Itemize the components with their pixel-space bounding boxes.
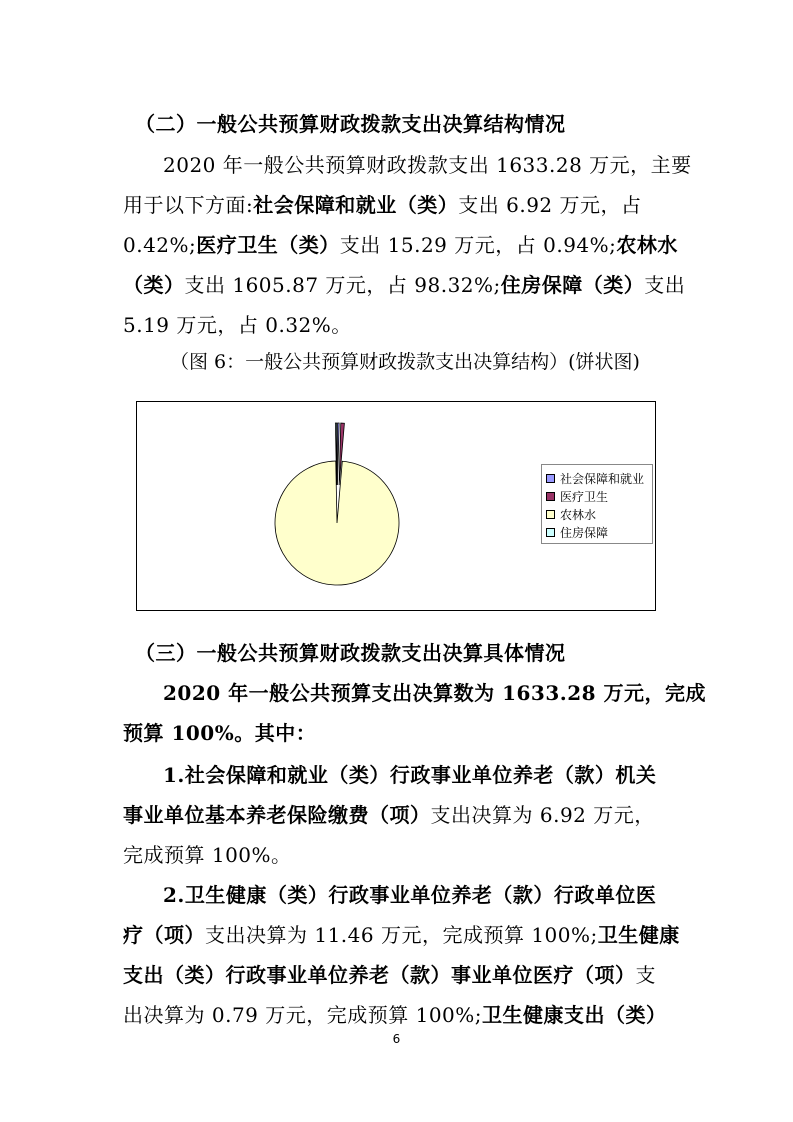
legend-label: 社会保障和就业	[560, 471, 645, 486]
text-run: 住房保障（类）	[500, 273, 645, 297]
text-run: （类）	[123, 273, 185, 297]
figure-caption: （图 6：一般公共预算财政拨款支出决算结构）(饼状图)	[170, 351, 640, 373]
text-run: 农林水	[616, 233, 678, 257]
text-run: 2.卫生健康（类）行政事业单位养老（款）行政单位医	[163, 883, 657, 907]
section-2-heading: （二）一般公共预算财政拨款支出决算结构情况	[135, 112, 566, 136]
pie-slice-0	[338, 423, 340, 485]
page-number: 6	[392, 1032, 401, 1046]
text-run: 支出（类）行政事业单位养老（款）事业单位医疗（项）	[123, 963, 636, 987]
legend-swatch	[546, 492, 555, 501]
text-run: 用于以下方面:	[123, 193, 254, 217]
text-run: 医疗卫生（类）	[196, 233, 340, 257]
text-run: 事业单位基本养老保险缴费（项）	[123, 803, 431, 827]
section-2-line	[163, 149, 723, 178]
text-run: 支出 6.92 万元，占	[458, 193, 642, 217]
legend-swatch	[546, 528, 555, 537]
section-3-line: 预算 100%。其中：	[123, 721, 317, 745]
legend-label: 医疗卫生	[560, 489, 609, 504]
text-run: 出决算为 0.79 万元，完成预算 100%;	[123, 1003, 483, 1027]
section-2-line	[123, 309, 683, 338]
legend-item	[546, 487, 652, 505]
text-run: 0.42%;	[123, 233, 197, 257]
section-2-line	[123, 269, 686, 298]
text-run: 5.19 万元，占 0.32%。	[123, 313, 352, 337]
text-run: 支出决算为 11.46 万元，完成预算 100%;	[205, 923, 598, 947]
text-run: 社会保障和就业（类）	[253, 193, 459, 217]
pie-chart	[136, 401, 656, 611]
legend-label: 住房保障	[560, 525, 609, 540]
section-2-line	[123, 189, 683, 218]
section-3-heading: （三）一般公共预算财政拨款支出决算具体情况	[135, 641, 566, 665]
text-run: 支出	[644, 273, 686, 297]
legend-label: 农林水	[560, 507, 597, 522]
text-run: 支出决算为 6.92 万元，	[430, 803, 655, 827]
section-3-line	[123, 799, 683, 828]
section-3-line	[123, 919, 683, 948]
legend-item	[546, 469, 652, 487]
text-run: 疗（项）	[123, 923, 205, 947]
legend-swatch	[546, 510, 555, 519]
section-3-line	[163, 759, 723, 788]
section-3-line	[123, 839, 683, 868]
legend-item	[546, 505, 652, 523]
section-3-line: 2020 年一般公共预算支出决算数为 1633.28 万元，完成	[163, 681, 707, 705]
text-run: 支出 1605.87 万元，占 98.32%;	[184, 273, 501, 297]
chart-legend	[541, 464, 653, 544]
text-run: 卫生健康	[597, 923, 680, 947]
text-run: 支出 15.29 万元，占 0.94%;	[339, 233, 617, 257]
section-3-line	[123, 999, 683, 1028]
legend-swatch	[546, 474, 555, 483]
legend-item	[546, 523, 652, 541]
section-3-line	[163, 879, 723, 908]
text-run: 支	[635, 963, 656, 987]
text-run: 完成预算 100%。	[123, 843, 292, 867]
section-2-line	[123, 229, 683, 258]
text-run: 2020 年一般公共预算财政拨款支出 1633.28 万元，主要	[163, 153, 692, 177]
text-run: 1.社会保障和就业（类）行政事业单位养老（款）机关	[163, 763, 657, 787]
text-run: 卫生健康支出（类）	[482, 1003, 667, 1027]
section-3-line	[123, 959, 683, 988]
